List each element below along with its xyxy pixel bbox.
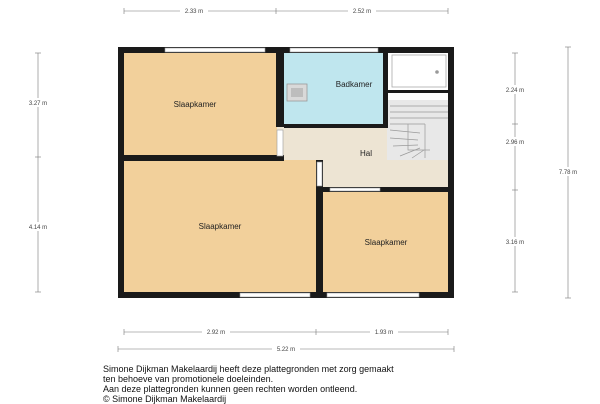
disclaimer-line-4: © Simone Dijkman Makelaardij (103, 394, 227, 404)
dim-label-right-lower: 3.16 m (505, 240, 525, 246)
disclaimer (103, 364, 593, 404)
dim-label-bottom-total: 5.22 m (276, 347, 296, 353)
disclaimer-line-1: Simone Dijkman Makelaardij heeft deze plattegronden met zorg gemaakt (103, 364, 394, 374)
room-fill-staircase (387, 100, 449, 160)
shower-tray (392, 55, 446, 87)
dim-label-right-middle: 2.96 m (505, 140, 525, 146)
dim-label-bottom-left: 2.92 m (206, 330, 226, 336)
dim-label-top-right: 2.52 m (352, 9, 372, 15)
room-label-slaapkamer-bottom-left: Slaapkamer (198, 222, 242, 231)
dim-label-left-upper: 3.27 m (28, 101, 48, 107)
room-label-hal: Hal (359, 149, 373, 158)
room-label-badkamer: Badkamer (335, 80, 373, 89)
dim-label-right-total: 7.78 m (558, 170, 578, 176)
disclaimer-line-2: ten behoeve van promotionele doeleinden. (103, 374, 274, 384)
dim-label-left-lower: 4.14 m (28, 225, 48, 231)
dim-label-bottom-right: 1.93 m (374, 330, 394, 336)
room-label-slaapkamer-bottom-right: Slaapkamer (364, 238, 408, 247)
room-label-slaapkamer-top-left: Slaapkamer (173, 100, 217, 109)
dim-label-top-left: 2.33 m (184, 9, 204, 15)
disclaimer-line-3: Aan deze plattegronden kunnen geen rechten worden ontleend. (103, 384, 358, 394)
sink (287, 84, 307, 101)
dim-label-right-upper: 2.24 m (505, 88, 525, 94)
